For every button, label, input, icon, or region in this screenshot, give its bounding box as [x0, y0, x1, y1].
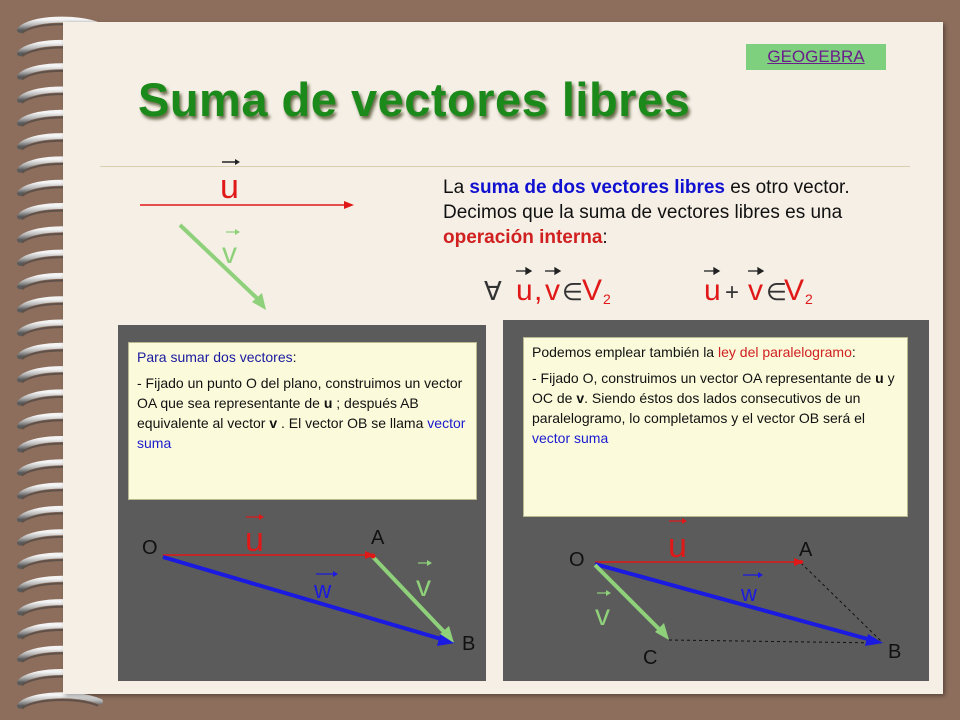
- svg-text:,: ,: [534, 274, 543, 307]
- point-C: C: [643, 647, 658, 669]
- svg-text:2: 2: [603, 291, 611, 307]
- point-B: B: [888, 641, 902, 663]
- svg-text:v: v: [545, 274, 560, 307]
- side-AB-dashed: [801, 563, 881, 641]
- point-B: B: [462, 633, 476, 655]
- svg-text:+: +: [725, 279, 740, 306]
- diagram-label-w: w: [314, 577, 332, 604]
- svg-text:v: v: [748, 274, 763, 307]
- vector-OB-sum: [595, 564, 875, 641]
- forall-symbol: ∀: [484, 276, 502, 306]
- intro-paragraph: La suma de dos vectores libres es otro vector. Decimos que la suma de vectores libres es una operación interna:: [443, 177, 850, 248]
- page-title: Suma de vectores libres: [138, 73, 691, 126]
- svg-text:V: V: [784, 274, 805, 307]
- label-u: u: [220, 168, 239, 206]
- vector-OB-sum: [163, 557, 448, 641]
- vector-v-line: [180, 225, 262, 303]
- svg-text:V: V: [582, 274, 603, 307]
- svg-text:u: u: [516, 274, 533, 307]
- highlight-operacion: operación interna: [443, 227, 603, 248]
- svg-text:∈: ∈: [562, 279, 583, 306]
- intro-vectors-figure: [130, 150, 390, 320]
- diagram-label-v: v: [416, 570, 431, 603]
- diagram-label-w: w: [741, 581, 757, 606]
- svg-text:u: u: [704, 274, 721, 307]
- svg-text:∈: ∈: [766, 279, 787, 306]
- parallelogram-method-diagram: [503, 505, 929, 681]
- point-A: A: [371, 527, 385, 549]
- point-O: O: [142, 537, 158, 559]
- triangle-method-note: Para sumar dos vectores: - Fijado un punto O del plano, construimos un vector OA que sea representante de u ; después AB equivalente al vector v . El vector OB se llama vector suma: [128, 342, 477, 500]
- diagram-label-u: u: [245, 521, 264, 559]
- diagram-label-u: u: [668, 527, 687, 565]
- geogebra-button[interactable]: GEOGEBRA: [746, 44, 886, 70]
- svg-text:2: 2: [805, 291, 813, 307]
- point-O: O: [569, 549, 585, 571]
- closure-formula: [470, 262, 850, 310]
- parallelogram-method-note: Podemos emplear también la ley del paralelogramo: - Fijado O, construimos un vector OA representante de u y OC de v. Siendo éstos dos lados consecutivos de un paralelogramo, lo completamos y el vector OB será el vector suma: [523, 337, 908, 517]
- vector-u-arrowhead: [344, 201, 354, 209]
- side-CB-dashed: [669, 640, 881, 643]
- triangle-method-diagram: [118, 500, 486, 681]
- highlight-suma: suma de dos vectores libres: [469, 177, 725, 198]
- diagram-label-v: v: [595, 599, 610, 632]
- point-A: A: [799, 539, 813, 561]
- label-v: v: [222, 237, 237, 270]
